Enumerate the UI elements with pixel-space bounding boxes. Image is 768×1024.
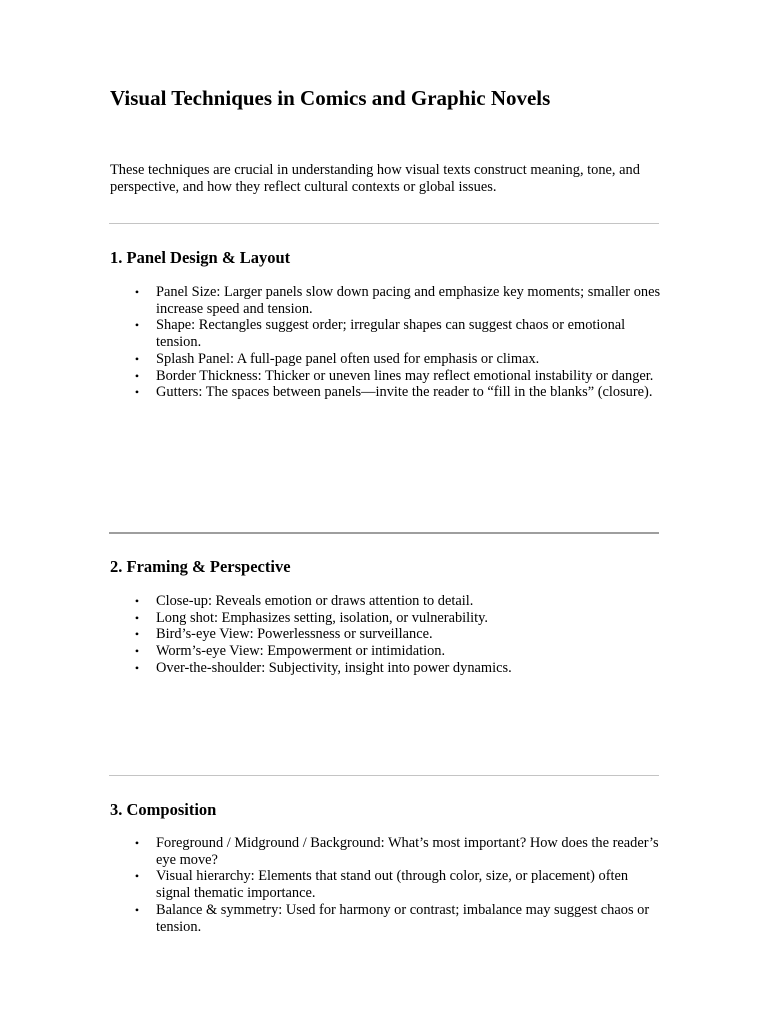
list-item-text: Border Thickness: Thicker or uneven lines may reflect emotional instability or danger. [156, 367, 654, 384]
list-item [134, 350, 666, 368]
intro-paragraph: These techniques are crucial in understanding how visual texts construct meaning, tone, and perspective, and how they reflect cultural contexts or global issues. [110, 162, 640, 195]
list-item-text: Gutters: The spaces between panels—invite the reader to “fill in the blanks” (closure). [156, 384, 653, 401]
section-heading-composition: 3. Composition [110, 800, 217, 819]
bullet-icon: • [134, 368, 140, 383]
bullet-icon: • [134, 627, 140, 642]
list-item-text: Worm’s-eye View: Empowerment or intimidation. [156, 643, 446, 660]
bullet-icon: • [134, 594, 140, 608]
bullet-icon: • [134, 610, 140, 625]
section-heading-framing: 2. Framing & Perspective [110, 557, 291, 576]
list-item [134, 643, 666, 660]
bullet-icon: • [134, 869, 140, 884]
bullet-icon: • [134, 318, 140, 333]
section-divider [109, 532, 659, 534]
list-item [134, 609, 666, 627]
bullet-icon: • [134, 644, 140, 659]
bullet-icon: • [134, 385, 140, 400]
bullet-icon: • [134, 660, 140, 675]
list-item-text: Balance & symmetry: Used for harmony or contrast; imbalance may suggest chaos or tension. [156, 901, 650, 935]
list-item [134, 901, 666, 935]
bullet-list-panel-design [134, 284, 666, 401]
list-item-text: Close-up: Reveals emotion or draws attention to detail. [156, 593, 474, 609]
section-heading-panel-design: 1. Panel Design & Layout [110, 248, 291, 267]
list-item [134, 317, 666, 351]
bullet-icon: • [134, 902, 140, 917]
list-item [134, 835, 666, 868]
list-item [134, 626, 666, 643]
bullet-icon: • [134, 836, 140, 850]
section-divider [109, 223, 659, 224]
list-item-text: Panel Size: Larger panels slow down pacing and emphasize key moments; smaller ones increase speed and tension. [156, 284, 661, 317]
bullet-icon: • [134, 285, 140, 299]
list-item-text: Long shot: Emphasizes setting, isolation, or vulnerability. [156, 609, 489, 626]
list-item [134, 593, 666, 610]
list-item [134, 367, 666, 385]
list-item [134, 868, 666, 902]
list-item-text: Bird’s-eye View: Powerlessness or surveillance. [156, 626, 433, 643]
list-item-text: Visual hierarchy: Elements that stand out (through color, size, or placement) often signal thematic importance. [156, 868, 629, 902]
list-item-text: Splash Panel: A full-page panel often used for emphasis or climax. [156, 350, 540, 367]
list-item-text: Shape: Rectangles suggest order; irregular shapes can suggest chaos or emotional tension. [156, 317, 626, 351]
list-item [134, 384, 666, 401]
bullet-list-framing [134, 593, 666, 677]
document-title: Visual Techniques in Comics and Graphic Novels [110, 86, 551, 110]
bullet-list-composition [134, 835, 666, 935]
list-item [134, 284, 666, 317]
list-item [134, 659, 666, 677]
bullet-icon: • [134, 351, 140, 366]
section-divider [109, 775, 659, 776]
list-item-text: Foreground / Midground / Background: What’s most important? How does the reader’s eye move? [156, 835, 659, 868]
list-item-text: Over-the-shoulder: Subjectivity, insight into power dynamics. [156, 659, 512, 676]
